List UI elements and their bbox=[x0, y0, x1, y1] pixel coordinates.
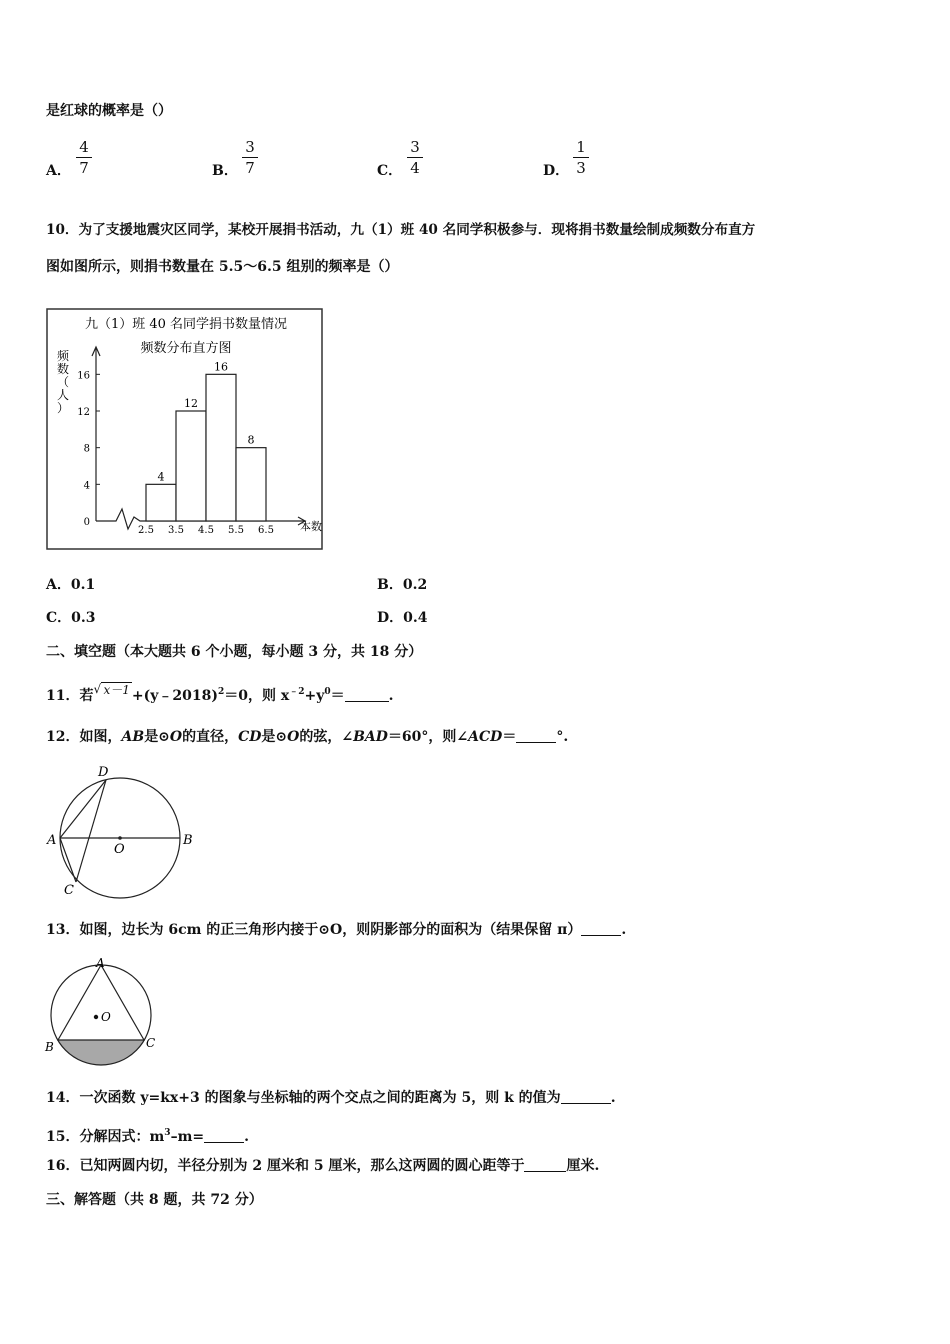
fraction: 4 7 bbox=[76, 138, 92, 177]
label-o: O bbox=[114, 842, 125, 857]
label-d: D bbox=[98, 765, 109, 780]
q14: 14．一次函数 y=kx+3 的图象与坐标轴的两个交点之间的距离为 5，则 k 的值为 . bbox=[46, 1090, 616, 1106]
label-c: C bbox=[146, 1036, 156, 1050]
bar-value-label: 4 bbox=[157, 470, 165, 484]
q10-stem-line1: 10．为了支援地震灾区同学，某校开展捐书活动，九（1）班 40 名同学积极参与．现将捐书数量绘制成频数分布直方 bbox=[46, 222, 756, 238]
chart-title-line2: 频数分布直方图 bbox=[140, 341, 232, 356]
q10-choice-d: D．0.4 bbox=[377, 610, 428, 626]
x-tick-label: 4.5 bbox=[198, 525, 214, 536]
choice-label: A． bbox=[46, 163, 71, 179]
circle-diagram-q12 bbox=[44, 764, 204, 900]
label-b: B bbox=[45, 1040, 54, 1054]
chord-ac bbox=[60, 838, 76, 882]
choice-label: C． bbox=[377, 163, 403, 179]
q10-choice-a: A．0.1 bbox=[46, 577, 96, 593]
x-tick-label: 3.5 bbox=[168, 525, 184, 536]
fraction: 3 7 bbox=[242, 138, 258, 177]
histogram-bar bbox=[236, 448, 266, 521]
x-axis-label: 本数 bbox=[300, 520, 322, 533]
center-point bbox=[118, 836, 122, 840]
inscribed-triangle-diagram bbox=[44, 954, 160, 1070]
histogram-figure bbox=[46, 308, 326, 552]
histogram-bar bbox=[176, 411, 206, 521]
answer-blank bbox=[524, 1157, 566, 1172]
label-c: C bbox=[64, 883, 74, 898]
triangle-abc bbox=[58, 965, 144, 1040]
q16: 16．已知两圆内切，半径分别为 2 厘米和 5 厘米，那么这两圆的圆心距等于 厘米. bbox=[46, 1158, 600, 1174]
fraction: 3 4 bbox=[407, 138, 423, 177]
q9-stem: 是红球的概率是（） bbox=[46, 103, 172, 119]
choice-label: B． bbox=[212, 163, 238, 179]
y-tick-label: 8 bbox=[83, 443, 90, 455]
q15: 15．分解因式：$m^3-m=$ . bbox=[46, 1128, 249, 1145]
label-o: O bbox=[101, 1010, 111, 1024]
histogram-bar bbox=[206, 374, 236, 521]
q10-stem-line2: 图如图所示，则捐书数量在 5.5～6.5 组别的频率是（） bbox=[46, 259, 399, 275]
chart-title-line1: 九（1）班 40 名同学捐书数量情况 bbox=[84, 317, 288, 332]
x-tick-label: 2.5 bbox=[138, 525, 154, 536]
center-point bbox=[94, 1015, 98, 1019]
q11: 11．若√ x－1 +(y﹣2018)$^2$＝0，则 $x^{﹣2}+y^0=$ . bbox=[46, 680, 393, 706]
q12: 12．如图，AB是⊙O的直径，CD是⊙O的弦，∠BAD＝60°，则∠ACD＝ °. bbox=[46, 729, 569, 745]
histogram-bar bbox=[146, 484, 176, 521]
y-tick-label: 0 bbox=[83, 517, 90, 528]
shaded-segment bbox=[58, 1040, 144, 1064]
bar-value-label: 8 bbox=[247, 433, 255, 447]
label-b: B bbox=[183, 833, 193, 848]
x-tick-label: 5.5 bbox=[228, 525, 244, 536]
fraction: 1 3 bbox=[573, 138, 589, 177]
section-2-heading: 二、填空题（本大题共 6 个小题，每小题 3 分，共 18 分） bbox=[46, 644, 423, 660]
answer-blank bbox=[204, 1128, 244, 1143]
y-tick-label: 12 bbox=[77, 407, 90, 418]
sqrt-expression: √ x－1 bbox=[93, 680, 131, 700]
y-axis-label bbox=[57, 348, 70, 415]
answer-blank bbox=[516, 728, 556, 743]
label-a: A bbox=[47, 833, 57, 848]
y-tick-label: 16 bbox=[77, 370, 90, 382]
chord-cd bbox=[76, 780, 106, 882]
answer-blank bbox=[345, 687, 389, 702]
y-tick-label: 4 bbox=[83, 480, 90, 492]
y-label-char: 频 bbox=[56, 349, 70, 363]
q13: 13．如图，边长为 6cm 的正三角形内接于⊙O，则阴影部分的面积为（结果保留 π） . bbox=[46, 922, 627, 938]
q10-choice-c: C．0.3 bbox=[46, 610, 96, 626]
y-label-char: （ bbox=[56, 375, 70, 389]
answer-blank bbox=[581, 921, 621, 936]
answer-blank bbox=[561, 1089, 611, 1104]
y-label-char: 数 bbox=[56, 362, 70, 376]
bar-value-label: 16 bbox=[214, 360, 228, 374]
x-tick-label: 6.5 bbox=[258, 525, 274, 536]
y-label-char: 人 bbox=[56, 388, 70, 402]
choice-label: D． bbox=[543, 163, 570, 179]
label-a: A bbox=[96, 956, 105, 970]
bar-value-label: 12 bbox=[184, 397, 198, 410]
section-3-heading: 三、解答题（共 8 题，共 72 分） bbox=[46, 1192, 263, 1208]
y-label-char: ） bbox=[56, 401, 70, 415]
q10-choice-b: B．0.2 bbox=[377, 577, 428, 593]
